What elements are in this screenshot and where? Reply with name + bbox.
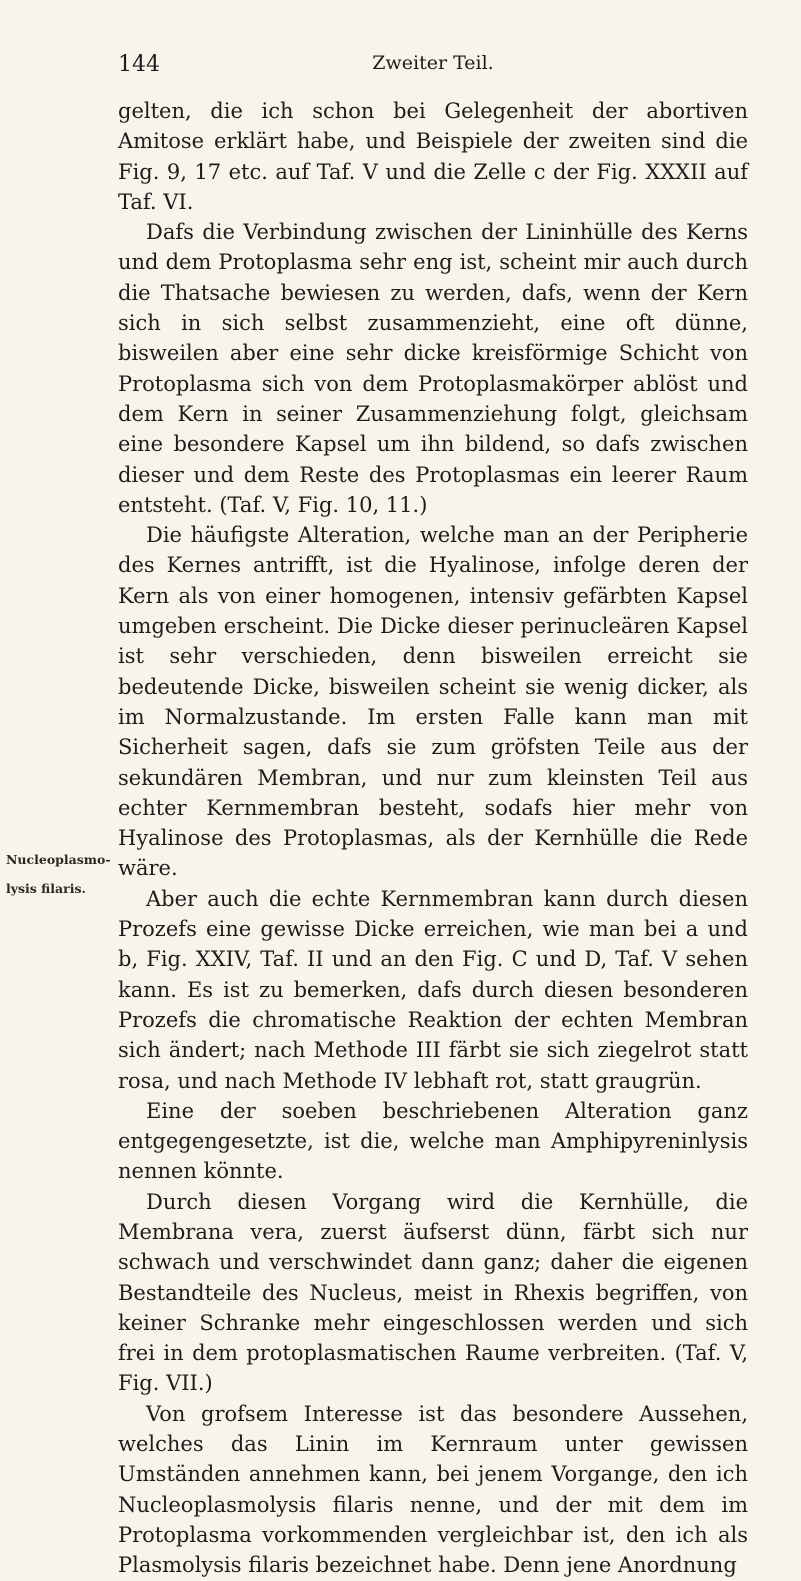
paragraph: Aber auch die echte Kernmembran kann durch diesen Prozefs eine gewisse Dicke erreichen, wie man bei a und b, Fig. XXIV, Taf. II und an den Fig. C und D, Taf. V sehen kann. Es ist zu bemerken, dafs durch diesen besonderen Prozefs die chromatische Reaktion der echten Membran sich ändert; nach Methode III färbt sie sich ziegelrot statt rosa, und nach Methode IV lebhaft rot, statt graugrün.: [118, 886, 748, 1093]
paragraph: gelten, die ich schon bei Gelegenheit der abortiven Amitose erklärt habe, und Beispiele der zweiten sind die Fig. 9, 17 etc. auf Taf. V und die Zelle c der Fig. XXXII auf Taf. VI.: [118, 99, 748, 214]
margin-note-line-1: Nucleoplasmo-: [6, 852, 111, 867]
paragraph: Dafs die Verbindung zwischen der Lininhülle des Kerns und dem Protoplasma sehr eng ist, scheint mir auch durch die Thatsache bewiesen zu werden, dafs, wenn der Kern sich in sich selbst zusammenzieht, eine oft dünne, bisweilen aber eine sehr dicke kreisförmige Schicht von Protoplasma sich von dem Protoplasmakörper ablöst und dem Kern in seiner Zusammenziehung folgt, gleichsam eine besondere Kapsel um ihn bildend, so dafs zwischen dieser und dem Reste des Protoplasmas ein leerer Raum entsteht. (Taf. V, Fig. 10, 11.): [118, 220, 748, 517]
paragraph: Durch diesen Vorgang wird die Kernhülle, die Membrana vera, zuerst äufserst dünn, färbt sich nur schwach und verschwindet dann ganz; daher die eigenen Bestandteile des Nucleus, meist in Rhexis begriffen, von keiner Schranke mehr eingeschlossen werden und sich frei in dem protoplasmatischen Raume verbreiten. (Taf. V, Fig. VII.): [118, 1189, 748, 1396]
paragraph: Eine der soeben beschriebenen Alteration ganz entgegengesetzte, ist die, welche man Amphipyreninlysis nennen könnte.: [118, 1098, 748, 1184]
margin-note-line-2: lysis filaris.: [6, 881, 86, 896]
paragraph: Die häufigste Alteration, welche man an der Peripherie des Kernes antrifft, ist die Hyalinose, infolge deren der Kern als von einer homogenen, intensiv gefärbten Kapsel umgeben erscheint. Die Dicke dieser perinucleären Kapsel ist sehr verschieden, denn bisweilen erreicht sie bedeutende Dicke, bisweilen scheint sie wenig dicker, als im Normalzustande. Im ersten Falle kann man mit Sicherheit sagen, dafs sie zum gröfsten Teile aus der sekundären Membran, und nur zum kleinsten Teil aus echter Kernmembran besteht, sodafs hier mehr von Hyalinose des Protoplasmas, als der Kernhülle die Rede wäre.: [118, 523, 748, 881]
running-head: Zweiter Teil.: [372, 52, 494, 74]
paragraph: Von grofsem Interesse ist das besondere Aussehen, welches das Linin im Kernraum unter gewissen Umständen annehmen kann, bei jenem Vorgange, den ich Nucleoplasmolysis filaris nenne, und der mit dem im Protoplasma vorkommenden vergleichbar ist, den ich als Plasmolysis filaris bezeichnet habe. Denn jene Anordnung: [118, 1401, 748, 1578]
page-header: [118, 52, 748, 82]
body-text: [118, 96, 748, 1581]
margin-note: [6, 845, 114, 903]
page-number: 144: [118, 52, 160, 77]
